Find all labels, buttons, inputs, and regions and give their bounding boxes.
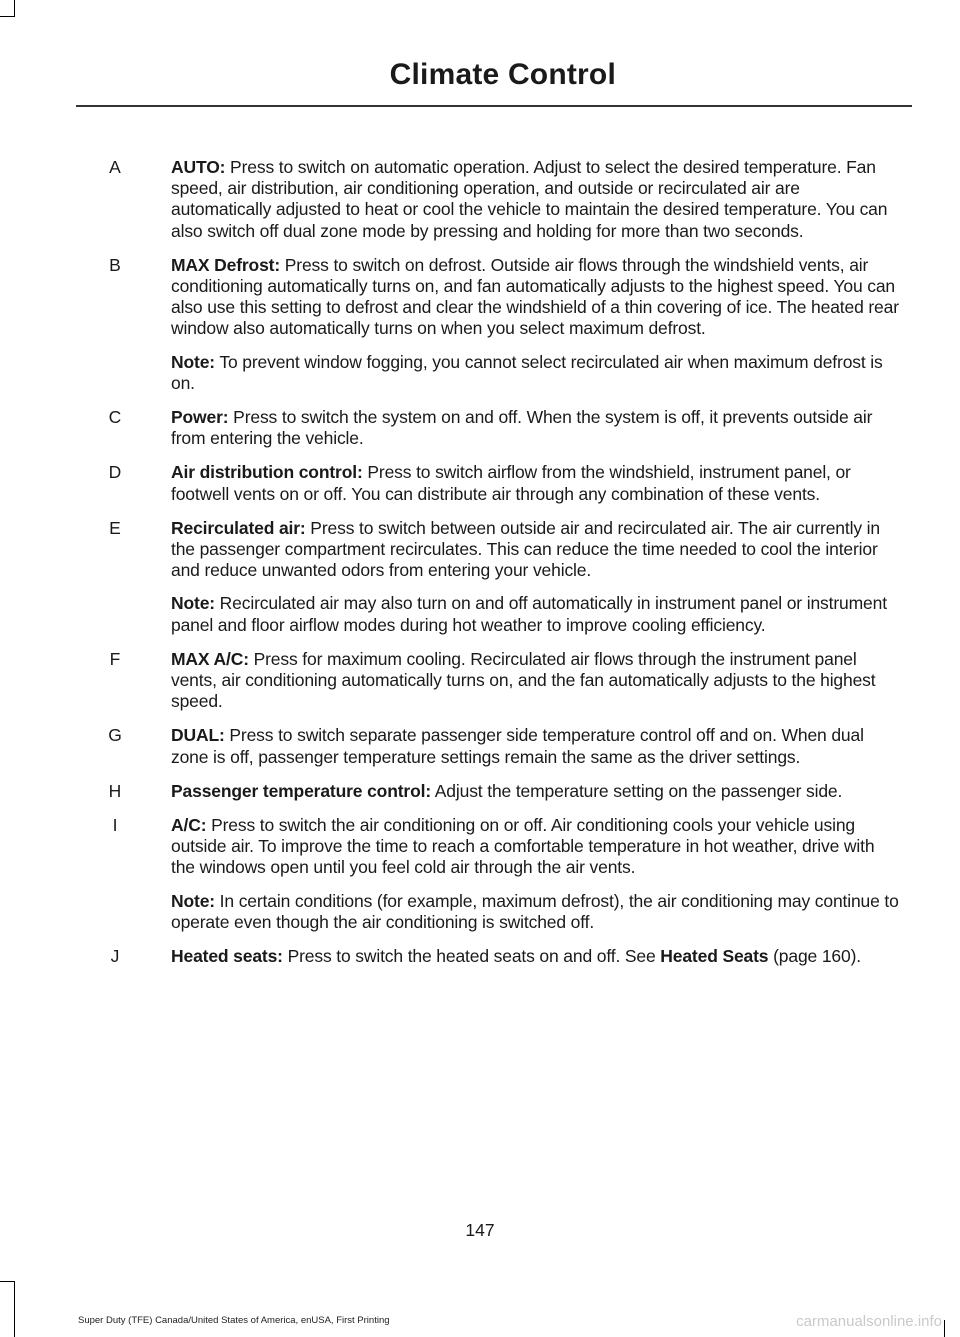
callout-description xyxy=(171,946,901,967)
callout-description xyxy=(171,462,901,504)
callout-label: Recirculated air: xyxy=(171,517,306,538)
callout-note xyxy=(171,352,901,394)
callout-letter: I xyxy=(112,815,118,836)
callout-label: DUAL: xyxy=(171,725,225,746)
cross-reference-link[interactable]: Heated Seats xyxy=(660,946,769,967)
callout-letter: G xyxy=(108,725,122,746)
callout-text: Press to switch between outside air and recirculated air. The air currently in the passenger compartment recirculates. This can reduce the time needed to cool the interior and reduce unwanted odors from entering your vehicle. xyxy=(171,517,880,581)
callout-description xyxy=(171,781,901,802)
callout-text: Press to switch airflow from the windshield, instrument panel, or footwell vents on or off. You can distribute air through any combination of these vents. xyxy=(171,462,851,504)
callout-label: Note: xyxy=(171,351,215,372)
callout-letter: E xyxy=(109,517,121,538)
callout-entry xyxy=(0,518,960,636)
callout-text: Press to switch the system on and off. When the system is off, it prevents outside air from entering the vehicle. xyxy=(171,407,873,449)
callout-text: Press to switch the heated seats on and off. See xyxy=(282,946,661,967)
callout-label: Note: xyxy=(171,890,215,911)
callout-label: Heated seats: xyxy=(171,946,283,967)
page-number: 147 xyxy=(465,1220,495,1240)
callout-entry xyxy=(0,649,960,713)
callout-letter: J xyxy=(110,946,120,967)
page-reference: (page 160). xyxy=(768,946,861,967)
callout-description xyxy=(171,407,901,449)
callout-text: Adjust the temperature setting on the passenger side. xyxy=(431,780,843,801)
callout-text: Press to switch the air conditioning on or off. Air conditioning cools your vehicle using outside air. To improve the time to reach a comfortable temperature in hot weather, drive with the windows open until you feel cold air through the air vents. xyxy=(171,815,875,878)
callout-entry xyxy=(0,255,960,394)
callout-text: Recirculated air may also turn on and off automatically in instrument panel or instrument panel and floor airflow modes during hot weather to improve cooling efficiency. xyxy=(171,593,887,635)
callout-description xyxy=(171,518,901,582)
callout-text: Press to switch on automatic operation. Adjust to select the desired temperature. Fan speed, air distribution, air conditioning operation, and outside or recirculated air are automatically adjusted to heat or cool the vehicle to maintain the desired temperature. You can also switch off dual zone mode by pressing and holding for more than two seconds. xyxy=(171,157,888,241)
callout-description xyxy=(171,255,901,340)
crop-mark xyxy=(14,0,15,16)
callout-text: In certain conditions (for example, maximum defrost), the air conditioning may continue to operate even though the air conditioning is switched off. xyxy=(171,890,899,932)
callout-letter: C xyxy=(108,407,122,428)
callout-text: Press for maximum cooling. Recirculated air flows through the instrument panel vents, air conditioning automatically turns on, and the fan automatically adjusts to the highest speed. xyxy=(171,648,876,712)
watermark: carmanualsonline.info xyxy=(796,1313,942,1330)
callout-entry xyxy=(0,815,960,933)
callout-entry xyxy=(0,725,960,767)
header-divider xyxy=(76,105,912,107)
crop-mark xyxy=(14,1281,15,1337)
callout-label: Note: xyxy=(171,593,215,614)
crop-mark xyxy=(944,1320,945,1337)
callout-letter: B xyxy=(109,254,121,275)
callout-list xyxy=(0,157,960,980)
callout-label: MAX A/C: xyxy=(171,648,249,669)
callout-entry xyxy=(0,462,960,504)
page-title: Climate Control xyxy=(389,58,616,91)
callout-label: Air distribution control: xyxy=(171,462,363,483)
callout-text: Press to switch separate passenger side temperature control off and on. When dual zone is off, passenger temperature settings remain the same as the driver settings. xyxy=(171,725,864,767)
callout-entry xyxy=(0,407,960,449)
callout-letter: A xyxy=(109,157,121,177)
callout-label: A/C: xyxy=(171,815,207,836)
callout-description xyxy=(171,157,901,242)
callout-letter: F xyxy=(109,648,121,669)
callout-text: Press to switch on defrost. Outside air flows through the windshield vents, air conditioning automatically turns on, and fan automatically adjusts to the highest speed. You can also use this setting to defrost and clear the windshield of a thin covering of ice. The heated rear window also automatically turns on when you select maximum defrost. xyxy=(171,254,899,339)
callout-text: To prevent window fogging, you cannot select recirculated air when maximum defrost is on. xyxy=(171,351,883,393)
callout-label: Power: xyxy=(171,407,229,428)
callout-description xyxy=(171,815,901,879)
callout-entry xyxy=(0,157,960,242)
crop-mark xyxy=(0,1281,15,1282)
callout-letter: D xyxy=(108,462,122,483)
callout-entry xyxy=(0,946,960,967)
callout-description xyxy=(171,649,901,713)
crop-mark xyxy=(0,16,15,17)
callout-letter: H xyxy=(108,780,122,801)
callout-label: Passenger temperature control: xyxy=(171,780,432,801)
callout-label: AUTO: xyxy=(171,157,226,177)
callout-entry xyxy=(0,781,960,802)
callout-note xyxy=(171,891,901,933)
callout-label: MAX Defrost: xyxy=(171,254,281,275)
callout-description xyxy=(171,725,901,767)
callout-note xyxy=(171,593,901,635)
document-footer: Super Duty (TFE) Canada/United States of America, enUSA, First Printing xyxy=(78,1315,390,1326)
